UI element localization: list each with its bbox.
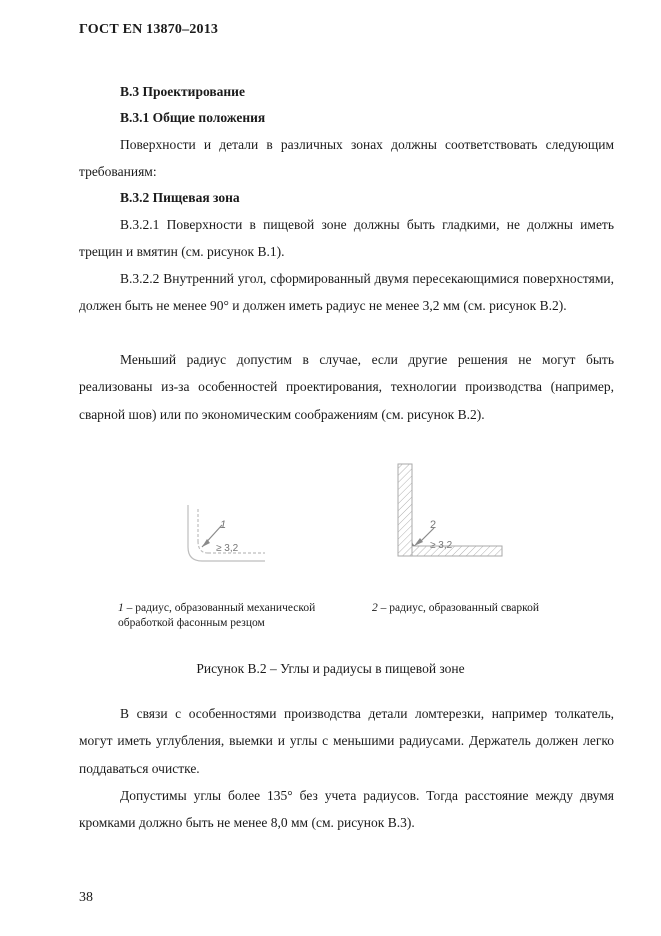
figure-radius-machined xyxy=(180,495,290,575)
figure-radius-welded xyxy=(390,462,515,572)
paragraph-b322-continued: Меньший радиус допустим в случае, если другие решения не могут быть реализованы из-за особенностей проектирования, технологии производства (например, сварной шов) или по экономическим соображениям (см. рисунок В.2). xyxy=(79,352,614,422)
legend-2-number: 2 xyxy=(372,602,378,614)
legend-1-text: – радиус, образованный механической обработкой фасонным резцом xyxy=(118,602,316,629)
document-header: ГОСТ EN 13870–2013 xyxy=(79,22,219,37)
paragraph-after-2: Допустимы углы более 135° без учета радиусов. Тогда расстояние между двумя кромками должно быть не менее 8,0 мм (см. рисунок В.3). xyxy=(79,788,614,831)
paragraph-b322: В.3.2.2 Внутренний угол, сформированный двумя пересекающимися поверхностями, должен быть не менее 90° и должен иметь радиус не менее 3,2 мм (см. рисунок В.2). xyxy=(79,271,614,314)
figure-label-1: 1 xyxy=(220,519,227,531)
section-heading-b31: В.3.1 Общие положения xyxy=(120,110,266,125)
paragraph-after-1: В связи с особенностями производства детали ломтерезки, например толкатель, могут иметь углубления, выемки и углы с меньшими радиусами. Держатель должен легко поддаваться очистке. xyxy=(79,706,614,776)
section-heading-b32: В.3.2 Пищевая зона xyxy=(120,190,240,205)
legend-2-text: – радиус, образованный сваркой xyxy=(377,602,539,614)
figure-label-2: 2 xyxy=(430,519,437,531)
figure-legend-1 xyxy=(118,601,363,631)
paragraph-b321: В.3.2.1 Поверхности в пищевой зоне должны быть гладкими, не должны иметь трещин и вмятин (см. рисунок В.1). xyxy=(79,217,614,260)
section-heading-b3: В.3 Проектирование xyxy=(120,84,245,99)
paragraph-b31: Поверхности и детали в различных зонах должны соответствовать следующим требованиям: xyxy=(79,137,614,180)
figure-legend-2 xyxy=(372,601,602,616)
page-number: 38 xyxy=(79,890,93,905)
figure-caption: Рисунок В.2 – Углы и радиусы в пищевой зоне xyxy=(196,661,465,676)
figure-dimension-1: ≥ 3,2 xyxy=(216,543,239,554)
figure-dimension-2: ≥ 3,2 xyxy=(430,540,453,551)
legend-1-number: 1 xyxy=(118,602,124,614)
